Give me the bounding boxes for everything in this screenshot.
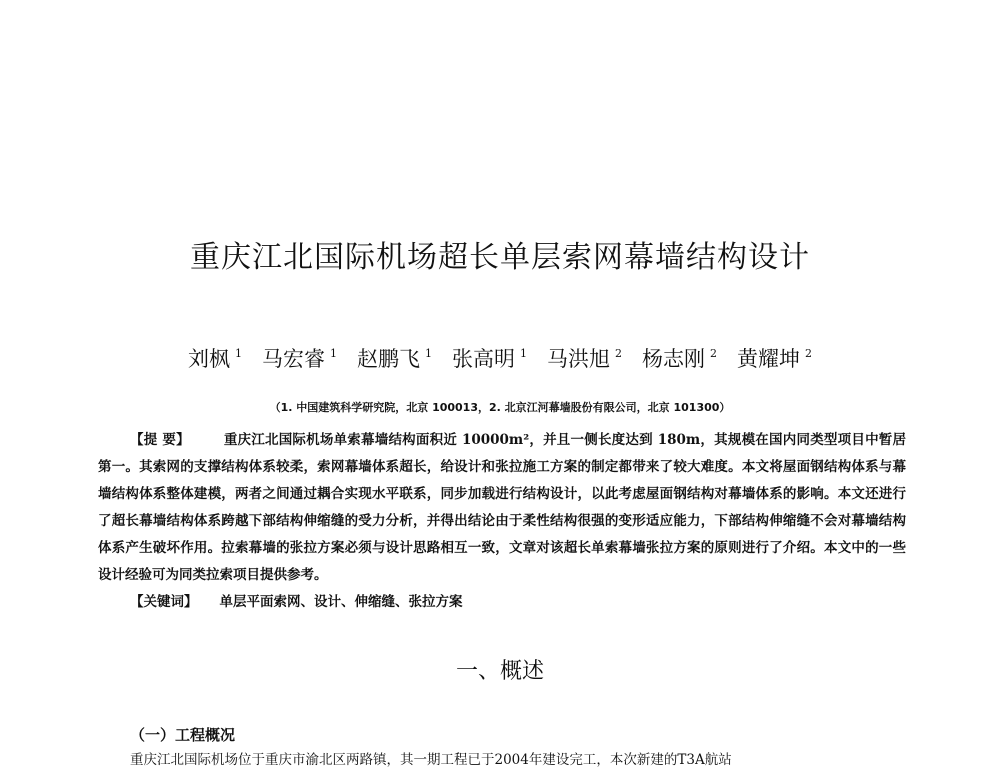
author-name: 赵鹏飞 [357,347,420,371]
author-name: 张高明 [452,347,515,371]
author-list [0,343,1000,373]
keywords-text: 单层平面索网、设计、伸缩缝、张拉方案 [219,594,463,610]
keywords [130,590,463,610]
author [357,343,432,373]
author [737,343,812,373]
affiliation-mark: 1 [330,347,337,360]
affiliation: （1. 中国建筑科学研究院，北京 100013，2. 北京江河幕墙股份有限公司，北京 101300） [269,401,731,414]
author [262,343,337,373]
author-name: 杨志刚 [642,347,705,371]
abstract-label: 【提 要】 [130,432,190,448]
affiliation-mark: 2 [615,347,622,360]
affiliation-mark: 1 [520,347,527,360]
author-name: 黄耀坤 [737,347,800,371]
author-name: 马宏睿 [262,347,325,371]
affiliation-mark: 1 [425,347,432,360]
affiliation-mark: 1 [235,347,242,360]
abstract-text: 重庆江北国际机场单索幕墙结构面积近 10000m²，并且一侧长度达到 180m，其规模在国内同类型项目中暂居第一。其索网的支撑结构体系较柔，索网幕墙体系超长，给设计和张拉施工方案的制定都带来了较大难度。本文将屋面钢结构体系与幕墙结构体系整体建模，两者之间通过耦合实现水平联系，同步加载进行结构设计，以此考虑屋面钢结构对幕墙体系的影响。本文还进行了超长幕墙结构体系跨越下部结构伸缩缝的受力分析，并得出结论由于柔性结构很强的变形适应能力，下部结构伸缩缝不会对幕墙结构体系产生破坏作用。拉索幕墙的张拉方案必须与设计思路相互一致，文章对该超长单索幕墙张拉方案的原则进行了介绍。本文中的一些设计经验可为同类拉索项目提供参考。 [98,432,907,583]
author-name: 马洪旭 [547,347,610,371]
abstract [98,427,906,589]
paper-title: 重庆江北国际机场超长单层索网幕墙结构设计 [190,240,810,275]
affiliation-mark: 2 [805,347,812,360]
author-name: 刘枫 [188,347,230,371]
author [452,343,527,373]
body-first-line: 重庆江北国际机场位于重庆市渝北区两路镇，其一期工程已于2004年建设完工，本次新建的T3A航站 [130,752,732,768]
keywords-label: 【关键词】 [130,594,198,610]
author [547,343,622,373]
author [188,343,242,373]
section-heading: 一、概述 [455,659,544,684]
affiliation-mark: 2 [710,347,717,360]
subsection-heading: （一）工程概况 [130,726,236,744]
author [642,343,717,373]
